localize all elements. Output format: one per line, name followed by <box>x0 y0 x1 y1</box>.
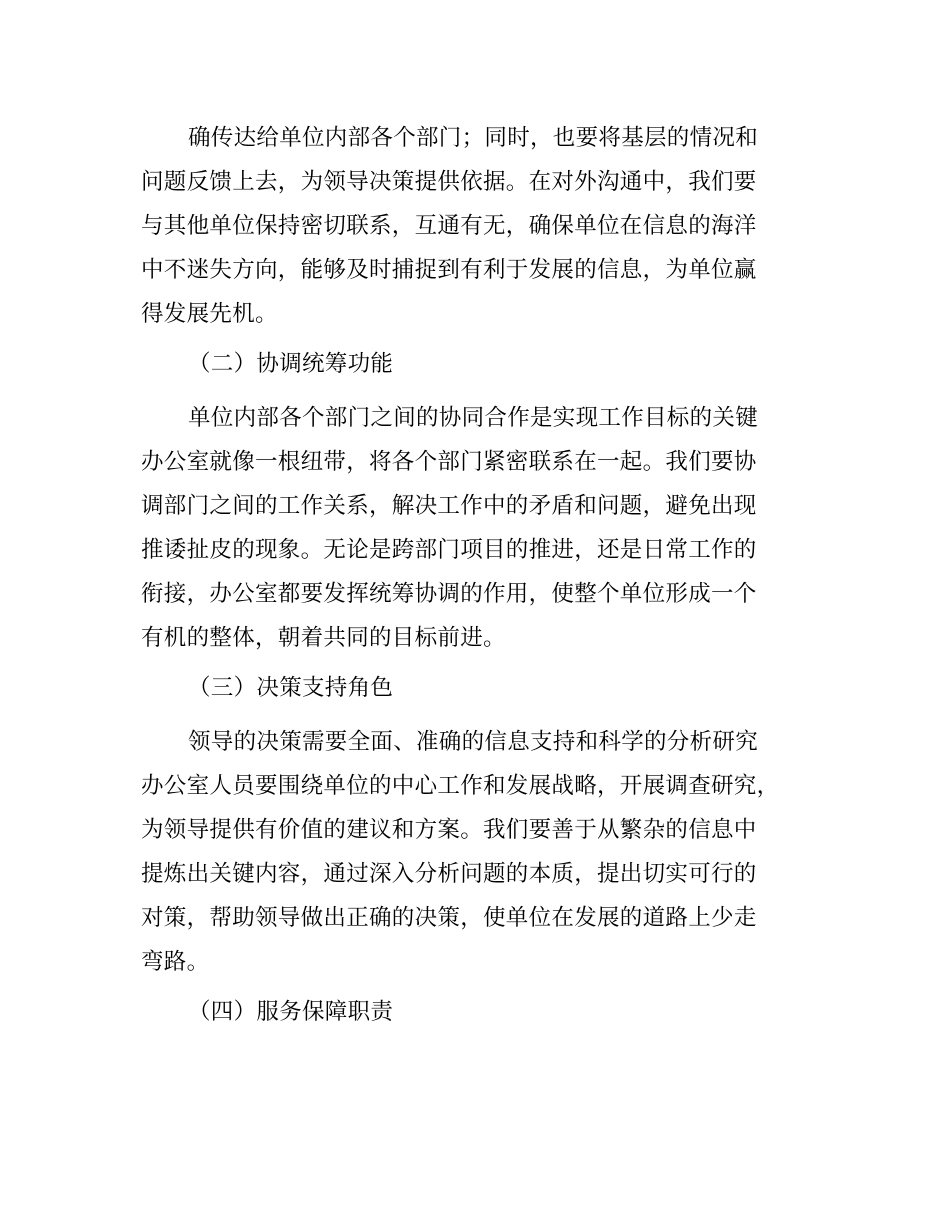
paragraph-line: 提炼出关键内容，通过深入分析问题的本质，提出切实可行的 <box>141 861 757 887</box>
paragraph-line: 确传达给单位内部各个部门；同时，也要将基层的情况和 <box>188 125 759 151</box>
paragraph-line: 对策，帮助领导做出正确的决策，使单位在发展的道路上少走 <box>141 905 757 931</box>
paragraph-line: 为领导提供有价值的建议和方案。我们要善于从繁杂的信息中 <box>141 817 757 843</box>
section-heading: （四）服务保障职责 <box>188 999 394 1025</box>
paragraph-line: 与其他单位保持密切联系，互通有无，确保单位在信息的海洋 <box>141 213 757 239</box>
paragraph-line: 得发展先机。 <box>141 301 278 327</box>
section-heading: （二）协调统筹功能 <box>188 351 394 377</box>
paragraph-line: 推诿扯皮的现象。无论是跨部门项目的推进，还是日常工作的 <box>141 537 757 563</box>
paragraph-line: 单位内部各个部门之间的协同合作是实现工作目标的关键 <box>188 405 759 431</box>
paragraph-line: 问题反馈上去，为领导决策提供依据。在对外沟通中，我们要 <box>141 169 757 195</box>
paragraph-line: 弯路。 <box>141 949 210 975</box>
paragraph-line: 有机的整体，朝着共同的目标前进。 <box>141 625 506 651</box>
paragraph-line: 办公室就像一根纽带，将各个部门紧密联系在一起。我们要协 <box>141 449 757 475</box>
paragraph-line: 衔接，办公室都要发挥统筹协调的作用，使整个单位形成一个 <box>141 581 757 607</box>
paragraph-line: 领导的决策需要全面、准确的信息支持和科学的分析研究 <box>188 729 759 755</box>
section-heading: （三）决策支持角色 <box>188 675 394 701</box>
paragraph-line: 办公室人员要围绕单位的中心工作和发展战略，开展调查研究， <box>141 773 780 799</box>
paragraph-line: 调部门之间的工作关系，解决工作中的矛盾和问题，避免出现 <box>141 493 757 519</box>
paragraph-line: 中不迷失方向，能够及时捕捉到有利于发展的信息，为单位赢 <box>141 257 757 283</box>
